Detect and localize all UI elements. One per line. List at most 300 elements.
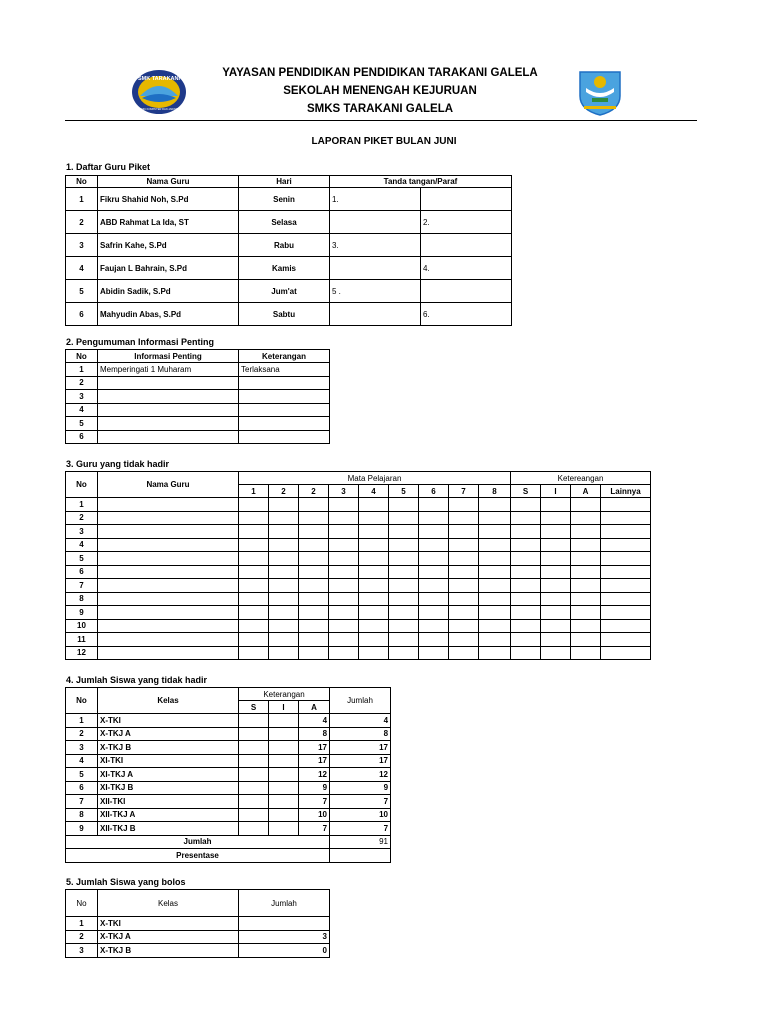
cell (479, 646, 511, 660)
total: 9 (330, 781, 391, 795)
teacher-name: ABD Rahmat La Ida, ST (98, 211, 239, 234)
col-total: Jumlah (330, 688, 391, 714)
cell (299, 579, 329, 593)
row-no: 10 (66, 619, 98, 633)
sick (239, 727, 269, 741)
class: X-TKJ B (98, 944, 239, 958)
col-teacher-name: Nama Guru (98, 176, 239, 188)
cell (479, 552, 511, 566)
cell (389, 498, 419, 512)
sick (239, 741, 269, 755)
table-row (66, 280, 512, 303)
cell (601, 606, 651, 620)
cell (571, 579, 601, 593)
table-row (66, 808, 391, 822)
permit (269, 754, 299, 768)
info (98, 390, 239, 404)
cell (389, 552, 419, 566)
permit (269, 768, 299, 782)
cell (449, 646, 479, 660)
permit (269, 795, 299, 809)
row-no: 3 (66, 944, 98, 958)
cell (511, 525, 541, 539)
sum-label: Jumlah (66, 835, 330, 849)
cell (299, 511, 329, 525)
note-col: S (511, 485, 541, 498)
cell (389, 565, 419, 579)
percent-label: Presentase (66, 849, 330, 863)
total: 10 (330, 808, 391, 822)
table-row (66, 714, 391, 728)
cell (511, 511, 541, 525)
cell (239, 646, 269, 660)
cell (479, 606, 511, 620)
row-no: 7 (66, 579, 98, 593)
cell (98, 633, 239, 647)
cell (419, 606, 449, 620)
report-title: LAPORAN PIKET BULAN JUNI (311, 136, 457, 147)
col-day: Hari (239, 176, 330, 188)
total (239, 917, 330, 931)
cell (541, 579, 571, 593)
col-no: No (66, 350, 98, 363)
absent-teacher-table (65, 471, 651, 660)
sign-left: 1. (330, 188, 421, 211)
subject-col: 5 (389, 485, 419, 498)
table-row (66, 188, 512, 211)
cell (601, 511, 651, 525)
row-no: 2 (66, 930, 98, 944)
day: Senin (239, 188, 330, 211)
row-no: 9 (66, 606, 98, 620)
cell (239, 579, 269, 593)
table-row (66, 525, 651, 539)
total: 17 (330, 754, 391, 768)
subject-col: 2 (269, 485, 299, 498)
cell (329, 565, 359, 579)
cell (511, 552, 541, 566)
row-no: 8 (66, 592, 98, 606)
col-permit: I (269, 701, 299, 714)
day: Kamis (239, 257, 330, 280)
cell (511, 565, 541, 579)
teacher-name: Fikru Shahid Noh, S.Pd (98, 188, 239, 211)
table-row (66, 552, 651, 566)
class: XII-TKJ B (98, 822, 239, 836)
teacher-name: Faujan L Bahrain, S.Pd (98, 257, 239, 280)
row-no: 6 (66, 430, 98, 444)
teacher-name: Abidin Sadik, S.Pd (98, 280, 239, 303)
percent-row (66, 849, 391, 863)
cell (269, 633, 299, 647)
cell (541, 592, 571, 606)
cell (98, 579, 239, 593)
cell (449, 633, 479, 647)
cell (571, 565, 601, 579)
row-no: 4 (66, 257, 98, 280)
subject-col: 1 (239, 485, 269, 498)
sick (239, 808, 269, 822)
truant-student-table (65, 889, 330, 958)
school-type: SEKOLAH MENENGAH KEJURUAN (283, 85, 477, 97)
absent: 17 (299, 741, 330, 755)
cell (98, 511, 239, 525)
table-row (66, 754, 391, 768)
cell (239, 538, 269, 552)
cell (329, 525, 359, 539)
col-total: Jumlah (239, 890, 330, 917)
table-row (66, 646, 651, 660)
cell (419, 646, 449, 660)
row-no: 5 (66, 552, 98, 566)
cell (329, 646, 359, 660)
table-row (66, 633, 651, 647)
total: 12 (330, 768, 391, 782)
class: X-TKJ A (98, 930, 239, 944)
cell (419, 498, 449, 512)
section-1-title: 1. Daftar Guru Piket (66, 162, 151, 172)
cell (98, 552, 239, 566)
cell (359, 511, 389, 525)
table-row (66, 257, 512, 280)
class: X-TKJ A (98, 727, 239, 741)
absent-student-table (65, 687, 391, 863)
cell (269, 538, 299, 552)
absent: 7 (299, 795, 330, 809)
cell (239, 498, 269, 512)
cell (601, 538, 651, 552)
sign-left: 5 . (330, 280, 421, 303)
absent: 10 (299, 808, 330, 822)
cell (239, 592, 269, 606)
row-no: 2 (66, 211, 98, 234)
cell (479, 538, 511, 552)
cell (329, 552, 359, 566)
cell (511, 592, 541, 606)
total: 0 (239, 944, 330, 958)
cell (389, 538, 419, 552)
col-class: Kelas (98, 890, 239, 917)
sick (239, 714, 269, 728)
table-row (66, 917, 330, 931)
cell (511, 606, 541, 620)
cell (269, 619, 299, 633)
cell (299, 525, 329, 539)
cell (449, 565, 479, 579)
table-row (66, 741, 391, 755)
cell (269, 552, 299, 566)
col-notes: Keterangan (239, 688, 330, 701)
sign-left: 3. (330, 234, 421, 257)
table-row (66, 303, 512, 326)
table-row (66, 579, 651, 593)
subject-col: 7 (449, 485, 479, 498)
cell (479, 525, 511, 539)
permit (269, 808, 299, 822)
col-no: No (66, 890, 98, 917)
cell (419, 538, 449, 552)
cell (511, 498, 541, 512)
cell (419, 579, 449, 593)
class: XI-TKJ B (98, 781, 239, 795)
col-no: No (66, 688, 98, 714)
cell (299, 538, 329, 552)
cell (449, 525, 479, 539)
cell (449, 511, 479, 525)
cell (329, 511, 359, 525)
day: Rabu (239, 234, 330, 257)
permit (269, 781, 299, 795)
row-no: 6 (66, 303, 98, 326)
sign-left (330, 257, 421, 280)
col-absent: A (299, 701, 330, 714)
announcement-table (65, 349, 330, 444)
cell (601, 646, 651, 660)
cell (269, 511, 299, 525)
cell (601, 619, 651, 633)
teacher-name: Safrin Kahe, S.Pd (98, 234, 239, 257)
class: X-TKI (98, 714, 239, 728)
cell (299, 565, 329, 579)
cell (541, 552, 571, 566)
cell (269, 606, 299, 620)
table-row (66, 211, 512, 234)
cell (601, 498, 651, 512)
tut-wuri-handayani-logo (572, 68, 628, 116)
row-no: 3 (66, 525, 98, 539)
header-rule (65, 120, 697, 121)
cell (389, 646, 419, 660)
col-no: No (66, 472, 98, 498)
cell (269, 565, 299, 579)
cell (239, 565, 269, 579)
sign-right (421, 280, 512, 303)
cell (571, 552, 601, 566)
row-no: 11 (66, 633, 98, 647)
cell (359, 579, 389, 593)
col-signature: Tanda tangan/Paraf (330, 176, 512, 188)
cell (359, 538, 389, 552)
row-no: 1 (66, 498, 98, 512)
note: Terlaksana (239, 363, 330, 377)
info (98, 403, 239, 417)
note-col: A (571, 485, 601, 498)
cell (269, 498, 299, 512)
cell (479, 511, 511, 525)
cell (329, 606, 359, 620)
note (239, 390, 330, 404)
cell (571, 646, 601, 660)
cell (419, 633, 449, 647)
absent: 7 (299, 822, 330, 836)
row-no: 1 (66, 714, 98, 728)
col-note: Keterangan (239, 350, 330, 363)
cell (359, 525, 389, 539)
sick (239, 822, 269, 836)
table-row (66, 944, 330, 958)
cell (571, 525, 601, 539)
cell (389, 525, 419, 539)
cell (511, 633, 541, 647)
cell (571, 619, 601, 633)
logo-left-text: SMK TARAKANI (137, 76, 181, 82)
cell (329, 498, 359, 512)
class: XI-TKJ A (98, 768, 239, 782)
cell (359, 565, 389, 579)
duty-teacher-table (65, 175, 512, 326)
sum-value: 91 (330, 835, 391, 849)
cell (571, 592, 601, 606)
cell (299, 592, 329, 606)
cell (479, 498, 511, 512)
cell (299, 498, 329, 512)
cell (571, 606, 601, 620)
cell (239, 552, 269, 566)
subject-col: 8 (479, 485, 511, 498)
cell (541, 538, 571, 552)
cell (511, 619, 541, 633)
cell (419, 552, 449, 566)
cell (511, 579, 541, 593)
subject-col: 3 (329, 485, 359, 498)
table-row (66, 930, 330, 944)
cell (239, 619, 269, 633)
cell (479, 592, 511, 606)
cell (389, 592, 419, 606)
cell (299, 619, 329, 633)
subject-col: 6 (419, 485, 449, 498)
cell (359, 619, 389, 633)
absent: 17 (299, 754, 330, 768)
cell (541, 498, 571, 512)
sign-right (421, 234, 512, 257)
row-no: 3 (66, 234, 98, 257)
row-no: 8 (66, 808, 98, 822)
sign-right: 2. (421, 211, 512, 234)
class: XI-TKI (98, 754, 239, 768)
cell (601, 552, 651, 566)
sick (239, 795, 269, 809)
info (98, 376, 239, 390)
absent: 12 (299, 768, 330, 782)
info: Memperingati 1 Muharam (98, 363, 239, 377)
cell (449, 606, 479, 620)
cell (541, 511, 571, 525)
cell (269, 525, 299, 539)
table-row (66, 795, 391, 809)
table-row (66, 565, 651, 579)
table-row (66, 592, 651, 606)
table-row (66, 417, 330, 431)
total: 3 (239, 930, 330, 944)
cell (299, 646, 329, 660)
cell (329, 579, 359, 593)
note (239, 376, 330, 390)
cell (359, 552, 389, 566)
table-row (66, 430, 330, 444)
class: XII-TKJ A (98, 808, 239, 822)
table-row (66, 781, 391, 795)
cell (359, 606, 389, 620)
cell (601, 592, 651, 606)
row-no: 4 (66, 403, 98, 417)
class: XII-TKI (98, 795, 239, 809)
table-row (66, 727, 391, 741)
cell (98, 619, 239, 633)
row-no: 1 (66, 917, 98, 931)
cell (479, 633, 511, 647)
section-5-title: 5. Jumlah Siswa yang bolos (66, 877, 186, 887)
note (239, 430, 330, 444)
cell (299, 633, 329, 647)
cell (511, 538, 541, 552)
cell (449, 498, 479, 512)
table-row (66, 511, 651, 525)
section-3-title: 3. Guru yang tidak hadir (66, 459, 170, 469)
info (98, 417, 239, 431)
cell (359, 592, 389, 606)
table-row (66, 363, 330, 377)
total: 7 (330, 822, 391, 836)
cell (239, 606, 269, 620)
sign-left (330, 303, 421, 326)
class: X-TKI (98, 917, 239, 931)
cell (479, 565, 511, 579)
cell (299, 606, 329, 620)
cell (479, 619, 511, 633)
cell (98, 646, 239, 660)
cell (359, 646, 389, 660)
cell (239, 511, 269, 525)
table-row (66, 606, 651, 620)
cell (541, 633, 571, 647)
row-no: 5 (66, 417, 98, 431)
cell (541, 646, 571, 660)
col-notes: Ketereangan (511, 472, 651, 485)
permit (269, 822, 299, 836)
table-row (66, 390, 330, 404)
class: X-TKJ B (98, 741, 239, 755)
row-no: 12 (66, 646, 98, 660)
absent: 8 (299, 727, 330, 741)
subject-col: 2 (299, 485, 329, 498)
row-no: 3 (66, 390, 98, 404)
cell (601, 579, 651, 593)
cell (389, 619, 419, 633)
cell (269, 592, 299, 606)
col-teacher-name: Nama Guru (98, 472, 239, 498)
cell (541, 619, 571, 633)
permit (269, 727, 299, 741)
table-row (66, 619, 651, 633)
row-no: 1 (66, 188, 98, 211)
sign-right: 6. (421, 303, 512, 326)
row-no: 3 (66, 741, 98, 755)
cell (419, 619, 449, 633)
cell (419, 525, 449, 539)
cell (541, 606, 571, 620)
row-no: 2 (66, 727, 98, 741)
absent: 4 (299, 714, 330, 728)
permit (269, 714, 299, 728)
school-name: SMKS TARAKANI GALELA (306, 103, 454, 115)
letterhead (0, 0, 768, 125)
cell (601, 565, 651, 579)
cell (541, 525, 571, 539)
foundation-name: YAYASAN PENDIDIKAN PENDIDIKAN TARAKANI GALELA (222, 67, 538, 79)
cell (419, 565, 449, 579)
cell (541, 565, 571, 579)
